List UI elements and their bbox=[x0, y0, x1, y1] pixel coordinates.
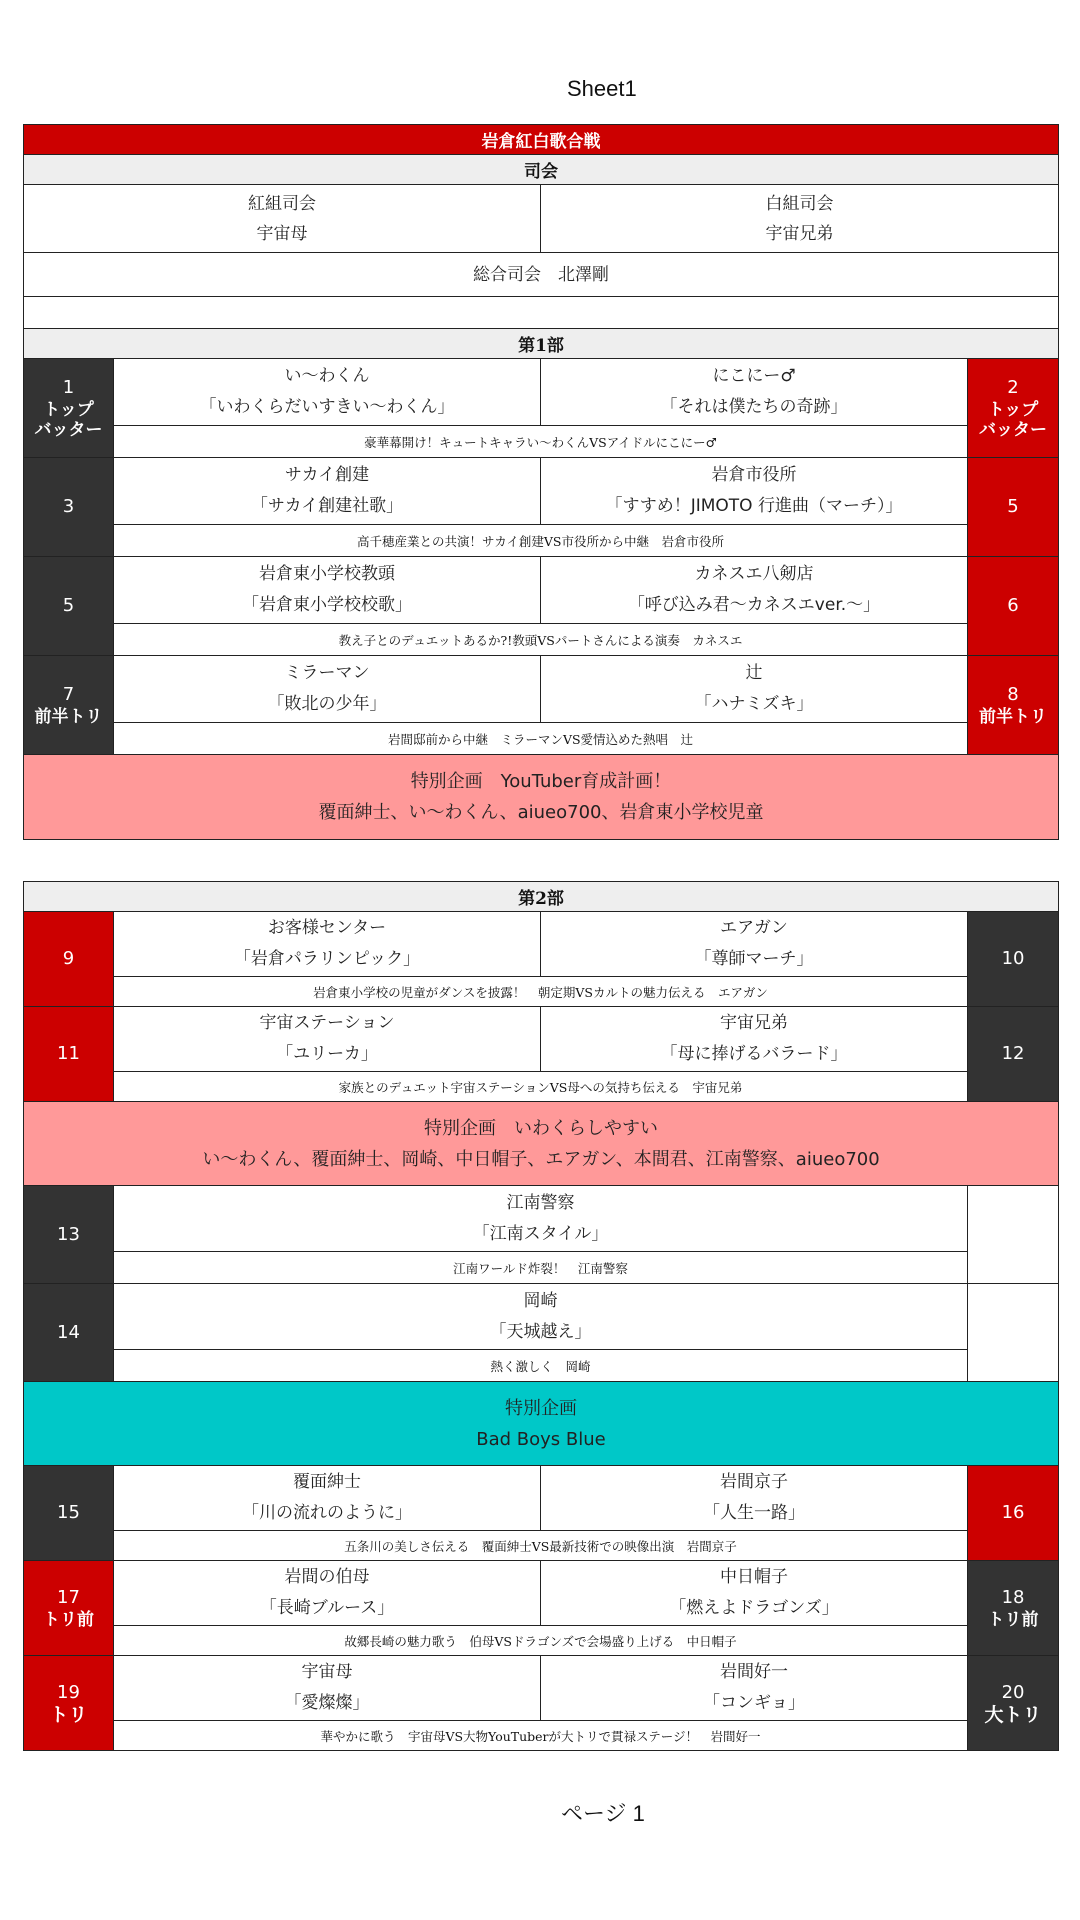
performer-name: 江南警察 bbox=[506, 1192, 575, 1213]
performer-name: 覆面紳士 bbox=[293, 1472, 361, 1492]
slot-number-cell bbox=[968, 656, 1059, 755]
slot-number-cell bbox=[24, 557, 114, 656]
performer-name: 岩間京子 bbox=[720, 1472, 788, 1492]
slot-number-cell bbox=[24, 1284, 114, 1382]
slot-number: 11 bbox=[57, 1043, 80, 1064]
slot-number: 14 bbox=[57, 1321, 80, 1343]
red-host-name: 宇宙母 bbox=[256, 223, 308, 244]
red-host-cell bbox=[24, 185, 541, 253]
solo-performer-cell bbox=[114, 1284, 968, 1350]
red-performer-cell bbox=[114, 1561, 541, 1626]
white-performer-cell bbox=[541, 359, 968, 426]
special-title: 特別企画 bbox=[505, 1397, 578, 1419]
blank-row bbox=[24, 297, 1059, 329]
slot-number: 3 bbox=[62, 496, 75, 517]
song-title: 「すすめ！JIMOTO 行進曲（マーチ）」 bbox=[605, 496, 903, 516]
white-performer-cell bbox=[541, 1466, 968, 1531]
program-table-part1 bbox=[23, 124, 1059, 840]
slot-number: 8 bbox=[1007, 684, 1019, 705]
slot-label: トリ前 bbox=[43, 1610, 94, 1630]
slot-label: トップ bbox=[43, 400, 94, 420]
song-title: 「敗北の少年」 bbox=[267, 694, 387, 714]
red-performer-cell bbox=[114, 359, 541, 426]
matchup-note: 故郷長崎の魅力歌う 伯母VSドラゴンズで会場盛り上げる 中日帽子 bbox=[114, 1626, 968, 1656]
slot-number: 1 bbox=[62, 377, 75, 398]
song-title: 「人生一路」 bbox=[703, 1503, 805, 1523]
red-performer-cell bbox=[114, 557, 541, 624]
slot-number: 5 bbox=[1007, 496, 1019, 517]
song-title: 「岩倉パラリンピック」 bbox=[233, 949, 421, 969]
solo-note: 江南ワールド炸裂！ 江南警察 bbox=[114, 1252, 968, 1284]
slot-number-cell bbox=[968, 1007, 1059, 1102]
slot-number-cell bbox=[24, 359, 114, 458]
special-title: 特別企画 いわくらしやすい bbox=[424, 1117, 659, 1139]
page-footer: ページ 1 bbox=[561, 1801, 645, 1826]
red-performer-cell bbox=[114, 1466, 541, 1531]
slot-number-cell bbox=[968, 359, 1059, 458]
performer-name: 岡崎 bbox=[523, 1290, 558, 1311]
matchup-note: 教え子とのデュエットあるか?!教頭VSパートさんによる演奏 カネスエ bbox=[114, 624, 968, 656]
song-title: 「燃えよドラゴンズ」 bbox=[669, 1598, 839, 1618]
performer-name: にこにー♂ bbox=[712, 366, 796, 386]
red-performer-cell bbox=[114, 458, 541, 525]
performer-name: 辻 bbox=[745, 663, 763, 683]
red-performer-cell bbox=[114, 1007, 541, 1072]
performer-name: 宇宙兄弟 bbox=[720, 1013, 788, 1033]
performer-name: カネスエ八剱店 bbox=[694, 564, 814, 584]
slot-label: トリ前 bbox=[987, 1610, 1039, 1630]
slot-label: 前半トリ bbox=[34, 707, 103, 727]
solo-performer-cell bbox=[114, 1186, 968, 1252]
event-title: 岩倉紅白歌合戦 bbox=[24, 125, 1059, 155]
white-performer-cell bbox=[541, 1561, 968, 1626]
performer-name: 中日帽子 bbox=[720, 1567, 788, 1587]
performer-name: 宇宙ステーション bbox=[259, 1013, 395, 1033]
hosts-heading: 司会 bbox=[24, 155, 1059, 185]
song-title: 「愛燦燦」 bbox=[284, 1693, 370, 1713]
slot-label: トリ bbox=[49, 1704, 88, 1726]
song-title: 「コンギョ」 bbox=[703, 1693, 805, 1713]
slot-number-cell bbox=[968, 1466, 1059, 1561]
slot-number: 5 bbox=[62, 595, 75, 616]
slot-number: 17 bbox=[57, 1587, 80, 1608]
slot-number: 7 bbox=[62, 684, 75, 705]
song-title: 「いわくらだいすきい〜わくん」 bbox=[199, 397, 455, 417]
special-bad-boys-blue bbox=[24, 1382, 1059, 1466]
slot-number-cell bbox=[24, 1007, 114, 1102]
matchup-note: 家族とのデュエット宇宙ステーションVS母への気持ち伝える 宇宙兄弟 bbox=[114, 1072, 968, 1102]
song-title: 「それは僕たちの奇跡」 bbox=[660, 397, 848, 417]
slot-label: バッター bbox=[34, 420, 103, 440]
performer-name: サカイ創建 bbox=[284, 465, 370, 485]
slot-number-cell bbox=[968, 458, 1059, 557]
slot-number-cell bbox=[968, 912, 1059, 1007]
matchup-note: 岩倉東小学校の児童がダンスを披露！ 朝定期VSカルトの魅力伝える エアガン bbox=[114, 977, 968, 1007]
red-performer-cell bbox=[114, 912, 541, 977]
slot-number-cell bbox=[968, 1656, 1059, 1751]
slot-number: 16 bbox=[1001, 1502, 1025, 1523]
red-performer-cell bbox=[114, 656, 541, 723]
special-youtuber bbox=[24, 755, 1059, 840]
solo-note: 熱く激しく 岡崎 bbox=[114, 1350, 968, 1382]
song-title: 「サカイ創建社歌」 bbox=[250, 496, 404, 516]
slot-number-cell bbox=[24, 1466, 114, 1561]
special-title: 特別企画 YouTuber育成計画！ bbox=[410, 771, 672, 792]
program-table-part2 bbox=[23, 881, 1059, 1751]
performer-name: お客様センター bbox=[267, 918, 387, 938]
matchup-note: 岩間邸前から中継 ミラーマンVS愛情込めた熱唱 辻 bbox=[114, 723, 968, 755]
slot-number: 9 bbox=[62, 948, 75, 969]
performer-name: 岩倉東小学校教頭 bbox=[259, 564, 395, 584]
slot-number: 18 bbox=[1001, 1587, 1025, 1608]
performer-name: い〜わくん bbox=[284, 366, 370, 386]
slot-number-cell bbox=[24, 912, 114, 1007]
empty-slot-cell bbox=[968, 1284, 1059, 1382]
slot-label: バッター bbox=[979, 420, 1047, 440]
performer-name: 岩倉市役所 bbox=[711, 465, 797, 485]
performer-name: 岩間好一 bbox=[720, 1662, 788, 1682]
slot-number: 13 bbox=[57, 1223, 80, 1245]
special-iwakura bbox=[24, 1102, 1059, 1186]
performer-name: 岩間の伯母 bbox=[284, 1567, 370, 1587]
slot-number: 12 bbox=[1001, 1043, 1025, 1064]
matchup-note: 華やかに歌う 宇宙母VS大物YouTuberが大トリで貫禄ステージ！ 岩間好一 bbox=[114, 1721, 968, 1751]
song-title: 「ハナミズキ」 bbox=[694, 694, 814, 714]
slot-label: トップ bbox=[987, 400, 1039, 420]
slot-number: 6 bbox=[1007, 595, 1019, 616]
slot-number: 20 bbox=[1001, 1682, 1025, 1703]
song-title: 「長崎ブルース」 bbox=[259, 1598, 395, 1618]
special-members: Bad Boys Blue bbox=[476, 1428, 606, 1450]
performer-name: 宇宙母 bbox=[301, 1662, 353, 1682]
special-members: い〜わくん、覆面紳士、岡崎、中日帽子、エアガン、本間君、江南警察、aiueo700 bbox=[202, 1148, 880, 1170]
white-performer-cell bbox=[541, 458, 968, 525]
slot-label: 前半トリ bbox=[979, 707, 1047, 727]
song-title: 「尊師マーチ」 bbox=[694, 949, 814, 969]
performer-name: エアガン bbox=[720, 918, 788, 938]
red-host-label: 紅組司会 bbox=[248, 193, 316, 214]
slot-number-cell bbox=[24, 1561, 114, 1656]
white-host-cell bbox=[541, 185, 1059, 253]
red-performer-cell bbox=[114, 1656, 541, 1721]
matchup-note: 五条川の美しさ伝える 覆面紳士VS最新技術での映像出演 岩間京子 bbox=[114, 1531, 968, 1561]
slot-number: 10 bbox=[1001, 948, 1025, 969]
slot-number-cell bbox=[24, 1186, 114, 1284]
white-performer-cell bbox=[541, 912, 968, 977]
slot-number-cell bbox=[24, 1656, 114, 1751]
song-title: 「江南スタイル」 bbox=[472, 1223, 609, 1244]
white-performer-cell bbox=[541, 1656, 968, 1721]
slot-number: 15 bbox=[57, 1502, 80, 1523]
white-performer-cell bbox=[541, 656, 968, 723]
slot-label: 大トリ bbox=[984, 1704, 1042, 1726]
white-host-name: 宇宙兄弟 bbox=[765, 223, 834, 244]
song-title: 「川の流れのように」 bbox=[242, 1503, 412, 1523]
song-title: 「ユリーカ」 bbox=[276, 1044, 378, 1064]
slot-number-cell bbox=[968, 557, 1059, 656]
white-performer-cell bbox=[541, 1007, 968, 1072]
slot-number-cell bbox=[24, 458, 114, 557]
empty-slot-cell bbox=[968, 1186, 1059, 1284]
slot-number-cell bbox=[968, 1561, 1059, 1656]
matchup-note: 高千穂産業との共演！サカイ創建VS市役所から中継 岩倉市役所 bbox=[114, 525, 968, 557]
song-title: 「呼び込み君〜カネスエver.〜」 bbox=[627, 595, 881, 615]
slot-number: 19 bbox=[57, 1682, 80, 1703]
performer-name: ミラーマン bbox=[284, 663, 370, 683]
slot-number: 2 bbox=[1007, 377, 1019, 398]
white-host-label: 白組司会 bbox=[765, 193, 834, 214]
song-title: 「岩倉東小学校校歌」 bbox=[242, 595, 412, 615]
part1-heading: 第1部 bbox=[24, 329, 1059, 359]
matchup-note: 豪華幕開け！キュートキャラい〜わくんVSアイドルにこにー♂ bbox=[114, 426, 968, 458]
song-title: 「母に捧げるバラード」 bbox=[660, 1044, 848, 1064]
special-members: 覆面紳士、い〜わくん、aiueo700、岩倉東小学校児童 bbox=[318, 802, 764, 823]
song-title: 「天城越え」 bbox=[489, 1321, 592, 1342]
general-host: 総合司会 北澤剛 bbox=[24, 253, 1059, 297]
part2-heading: 第2部 bbox=[24, 882, 1059, 912]
white-performer-cell bbox=[541, 557, 968, 624]
slot-number-cell bbox=[24, 656, 114, 755]
